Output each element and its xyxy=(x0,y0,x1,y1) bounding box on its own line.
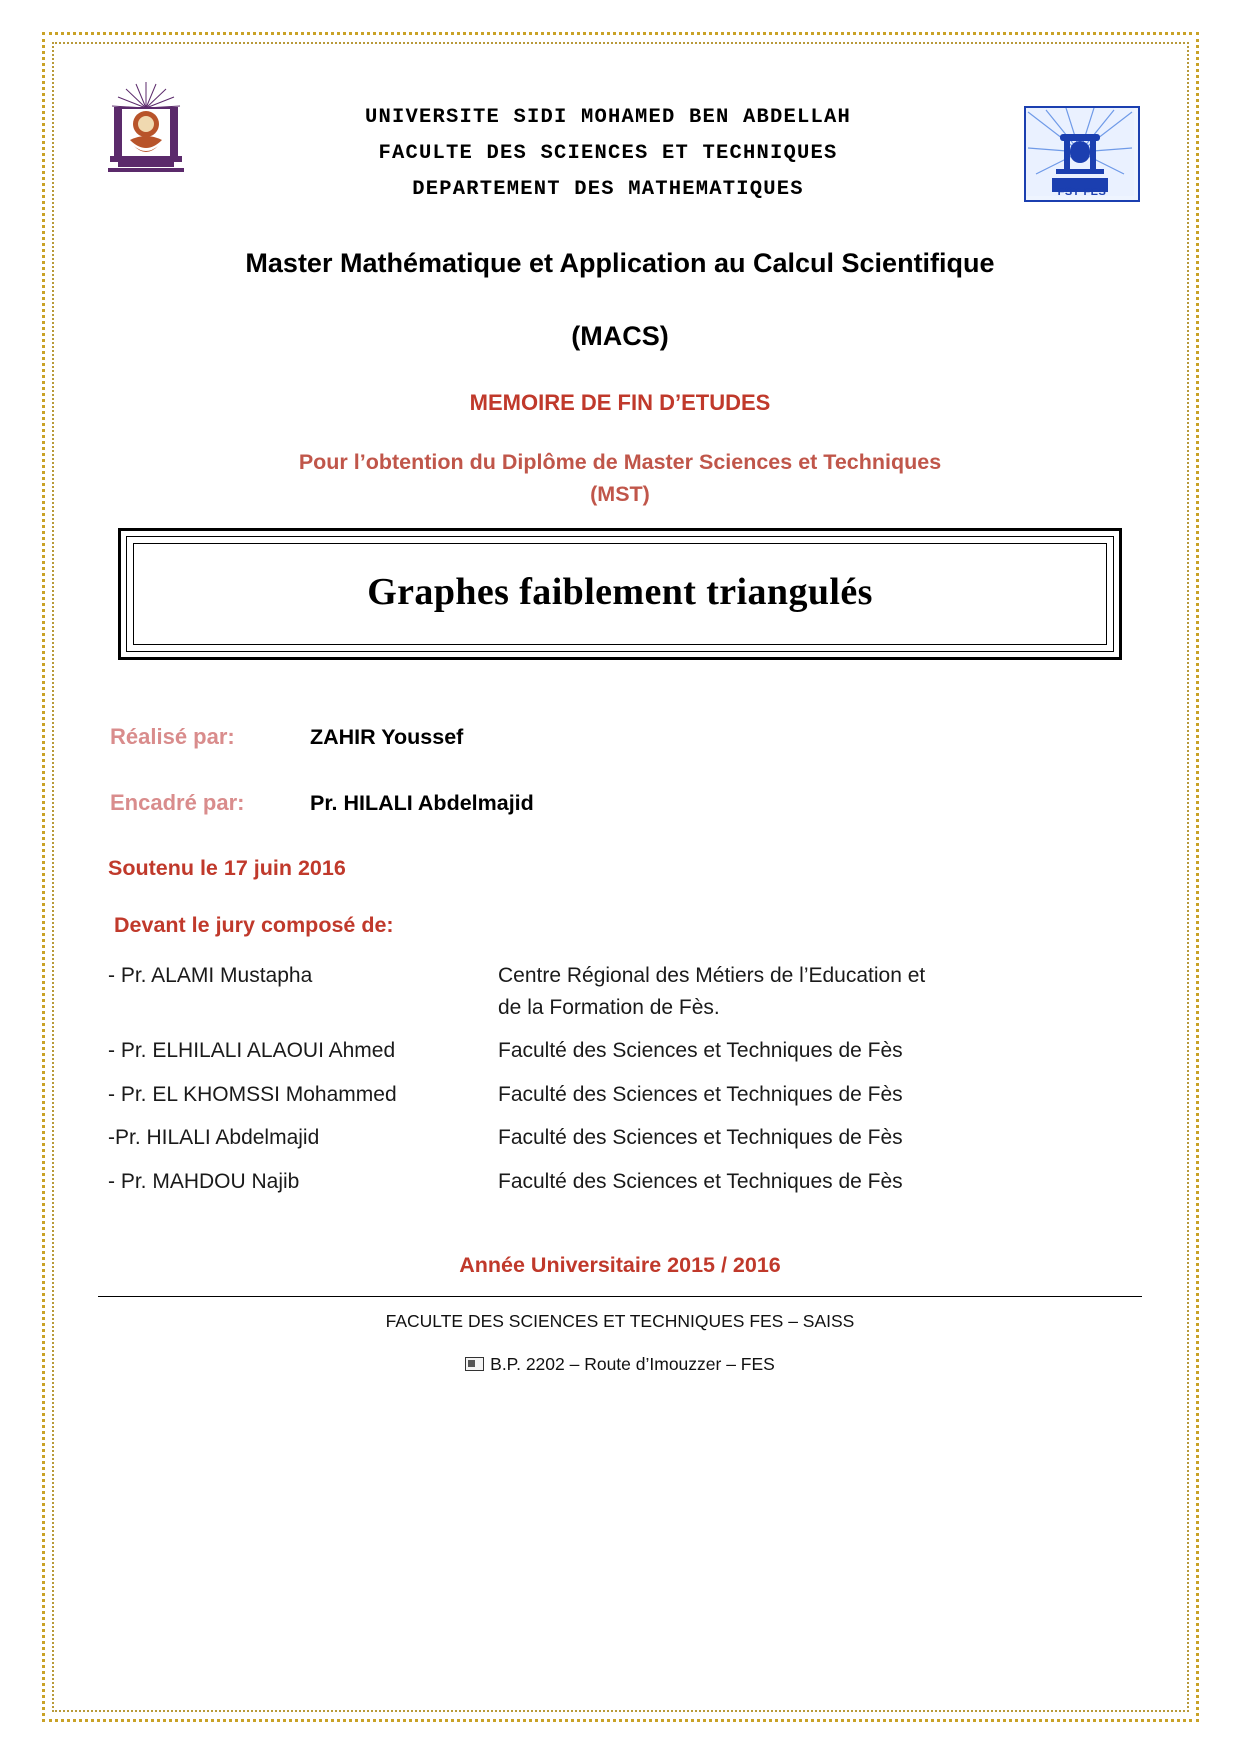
jury-member-row xyxy=(108,1122,1160,1154)
mail-icon xyxy=(465,1357,484,1371)
jury-member-affiliation: Faculté des Sciences et Techniques de Fès xyxy=(498,1039,903,1063)
page-content xyxy=(80,60,1160,1690)
supervisor-row xyxy=(110,790,1160,816)
footer-address xyxy=(80,1354,1160,1375)
diploma-statement-text: Pour l’obtention du Diplôme de Master Sciences et Techniques xyxy=(298,449,942,474)
footer-divider xyxy=(98,1296,1142,1297)
university-header-text xyxy=(192,78,1024,208)
jury-member-row xyxy=(108,960,1160,1023)
defense-date: Soutenu le 17 juin 2016 xyxy=(108,856,346,881)
jury-list xyxy=(80,960,1160,1197)
jury-member-row xyxy=(108,1166,1160,1198)
thesis-title-box xyxy=(118,528,1122,660)
fst-fes-logo-icon xyxy=(1024,106,1140,202)
jury-member-affiliation: Faculté des Sciences et Techniques de Fès xyxy=(498,1082,903,1106)
diploma-acronym: (MST) xyxy=(590,481,650,506)
supervisor-name: Pr. HILALI Abdelmajid xyxy=(310,791,534,816)
author-row xyxy=(110,724,1160,750)
supervisor-label: Encadré par: xyxy=(110,790,245,816)
footer-institution: FACULTE DES SCIENCES ET TECHNIQUES FES – SAISS xyxy=(385,1311,855,1332)
author-name: ZAHIR Youssef xyxy=(310,725,464,750)
jury-member-affiliation: Faculté des Sciences et Techniques de Fès xyxy=(498,1126,903,1150)
jury-member-row xyxy=(108,1035,1160,1067)
jury-member-affiliation-line1: Centre Régional des Métiers de l’Education et xyxy=(498,964,926,988)
author-label: Réalisé par: xyxy=(110,724,235,750)
footer-address-text: B.P. 2202 – Route d’Imouzzer – FES xyxy=(490,1354,775,1375)
master-program-title: Master Mathématique et Application au Calcul Scientifique xyxy=(245,247,995,278)
jury-member-name: - Pr. EL KHOMSSI Mohammed xyxy=(108,1082,397,1106)
thesis-title-box-inner2 xyxy=(133,543,1107,645)
jury-member-affiliation xyxy=(498,960,1160,1023)
jury-member-name: - Pr. ELHILALI ALAOUI Ahmed xyxy=(108,1039,396,1063)
header-line-2: FACULTE DES SCIENCES ET TECHNIQUES xyxy=(378,141,838,165)
university-crest-icon xyxy=(100,78,192,188)
jury-member-name: -Pr. HILALI Abdelmajid xyxy=(108,1126,320,1150)
jury-member-name: - Pr. MAHDOU Najib xyxy=(108,1169,300,1193)
thesis-title: Graphes faiblement triangulés xyxy=(367,571,873,614)
jury-member-name: - Pr. ALAMI Mustapha xyxy=(108,964,313,988)
thesis-title-box-inner xyxy=(126,536,1114,652)
master-program-acronym: (MACS) xyxy=(571,320,669,351)
people-section xyxy=(80,724,1160,816)
memoire-label: MEMOIRE DE FIN D’ETUDES xyxy=(469,389,771,415)
academic-year: Année Universitaire 2015 / 2016 xyxy=(459,1253,781,1278)
document-header xyxy=(80,60,1160,208)
jury-member-row xyxy=(108,1079,1160,1111)
jury-heading: Devant le jury composé de: xyxy=(114,913,394,938)
header-line-3: DEPARTEMENT DES MATHEMATIQUES xyxy=(412,177,804,201)
jury-member-affiliation-line2: de la Formation de Fès. xyxy=(498,995,720,1019)
fst-logo-caption: FST FES xyxy=(1057,186,1107,198)
diploma-statement xyxy=(80,446,1160,511)
jury-member-affiliation: Faculté des Sciences et Techniques de Fès xyxy=(498,1169,903,1193)
header-line-1: UNIVERSITE SIDI MOHAMED BEN ABDELLAH xyxy=(364,106,852,129)
